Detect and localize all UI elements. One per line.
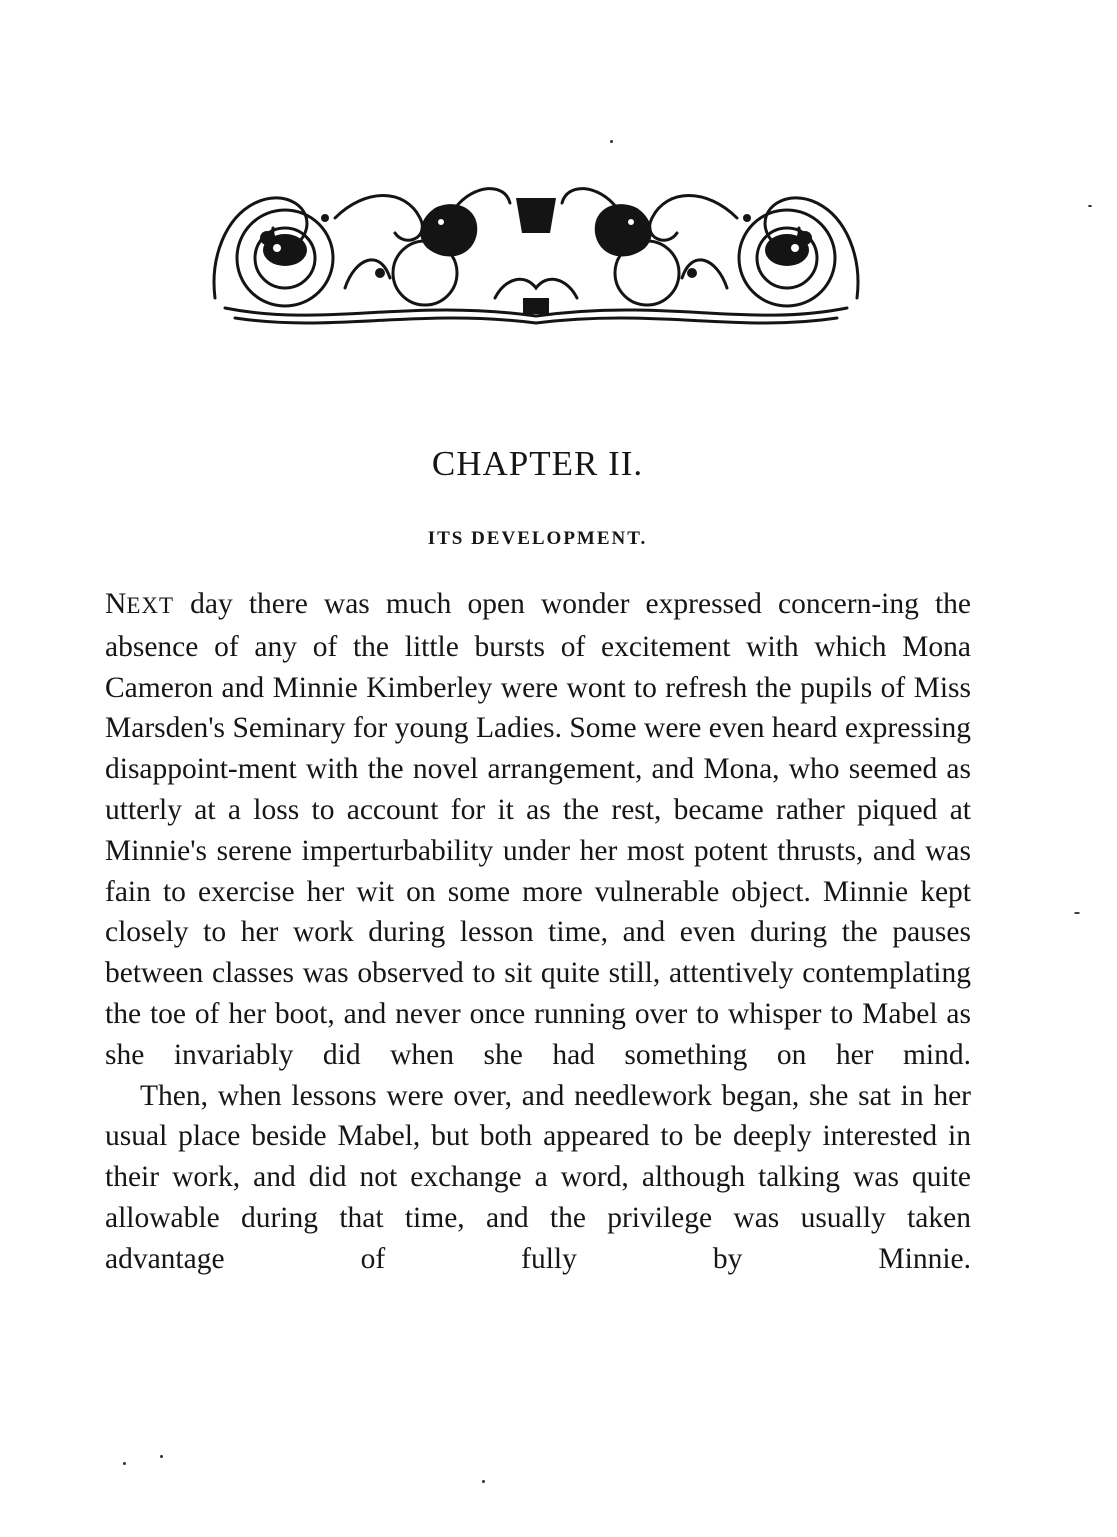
- paper-speck: [1074, 912, 1080, 914]
- lead-small-caps: EXT: [126, 593, 175, 618]
- paper-speck: [482, 1480, 485, 1483]
- chapter-title: CHAPTER II.: [431, 444, 644, 483]
- paragraph-1-text: day there was much open wonder expressed concern-ing the absence of any of the little bursts of excitement with which Mona Cameron and Minnie Kimberley were wont to refresh the pupils of Miss Marsden's Seminary for young Ladies. Some were even heard expressing disappoint-ment with the novel arrangement, and Mona, who seemed as utterly at a loss to account for it as the rest, became rather piqued at Minnie's serene imperturbability under her most potent thrusts, and was fain to exercise her wit on some more vulnerable object. Minnie kept closely to her work during lesson time, and even during the pauses between classes was observed to sit quite still, attentively contemplating the toe of her boot, and never once running over to whisper to Mabel as she invariably did when she had something on her mind.: [105, 588, 971, 1071]
- paragraph-2: Then, when lessons were over, and needlework began, she sat in her usual place beside Mabel, but both appeared to be deeply interested in their work, and did not exchange a word, although talking was quite allowable during that time, and the privilege was usually taken advantage of fully by Minnie.: [105, 1079, 971, 1275]
- chapter-subtitle: ITS DEVELOPMENT.: [427, 528, 648, 549]
- paper-speck: [160, 1455, 163, 1458]
- paper-speck: [123, 1462, 126, 1465]
- lead-word: [105, 588, 174, 620]
- body-text: [105, 584, 971, 1280]
- headpiece-ornament: [205, 178, 867, 328]
- paper-speck: [610, 140, 613, 143]
- lead-capital: N: [105, 588, 127, 620]
- paragraph-1: [105, 584, 971, 1076]
- paper-speck: [1088, 205, 1092, 207]
